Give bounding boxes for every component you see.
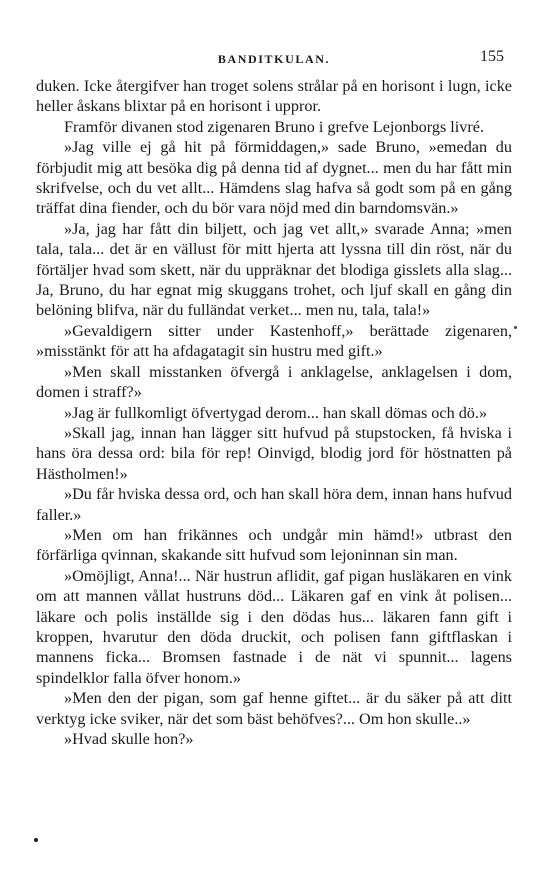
paragraph-1: duken. Icke återgifver han troget solens strålar på en horisont i lugn, icke heller åskans blixtar på en horisont i uppror.	[36, 77, 512, 116]
paragraph-4: »Ja, jag har fått din biljett, och jag vet allt,» svarade Anna; »men tala, tala... det är en vällust för mitt hjerta att lyssna till din röst, när du förtäljer hvad som skett, när du uppräknar det blodiga gisslets alla slag... Ja, Bruno, du har egnat mig skuggans trohet, och ljuf skall en gång din belöning blifva, när du fulländat verket... men nu, tala, tala!»	[36, 219, 512, 320]
print-speck	[34, 838, 38, 842]
paragraph-6: »Men skall misstanken öfvergå i anklagelse, anklagelsen i dom, domen i straff?»	[36, 362, 512, 402]
paragraph-5: »Gevaldigern sitter under Kastenhoff,» berättade zigenaren, »misstänkt för att ha afdagatagit sin hustru med gift.»	[36, 321, 512, 361]
paragraph-10: »Men om han frikännes och undgår min hämd!» utbrast den förfärliga qvinnan, skakande sitt hufvud som lejoninnan sin man.	[36, 525, 512, 565]
paragraph-7: »Jag är fullkomligt öfvertygad derom... han skall dömas och dö.»	[64, 403, 488, 422]
paragraph-12: »Men den der pigan, som gaf henne giftet... är du säker på att ditt verktyg icke sviker, när det som bäst behöfves?... Om hon skulle..»	[36, 689, 512, 728]
paragraph-2: Framför divanen stod zigenaren Bruno i grefve Lejonborgs livré.	[64, 117, 485, 136]
paragraph-8: »Skall jag, innan han lägger sitt hufvud på stupstocken, få hviska i hans öra dessa ord: bila för rep! Oinvigd, blodig jord för höstnatten på Hästholmen!»	[36, 423, 512, 483]
page-header	[36, 48, 512, 70]
print-speck	[514, 326, 517, 329]
paragraph-9: »Du får hviska dessa ord, och han skall höra dem, innan hans hufvud faller.»	[36, 485, 512, 524]
page-number: 155	[480, 48, 504, 65]
paragraph-11: »Omöjligt, Anna!... När hustrun aflidit, gaf pigan husläkaren en vink om att mannen vållat hustruns död... Läkaren gaf en vink åt polisen... läkare och polis inställde sig i den dödas hus... läkaren fann gift i kroppen, hvarutur den döda druckit, och polisen fann giftflaskan i mannens ficka... Bromsen fastnade i de nät vi spunnit... lagens spindelklor falla öfver honom.»	[36, 566, 512, 687]
body-text	[36, 76, 512, 749]
paragraph-3: »Jag ville ej gå hit på förmiddagen,» sade Bruno, »emedan du förbjudit mig att besöka dig på denna tid af dygnet... men du har fått min skrifvelse, och du vet allt... Hämdens slag hafva så godt som på en gång träffat dina fiender, och du bör vara nöjd med din barndomsvän.»	[36, 138, 512, 218]
running-head: BANDITKULAN.	[217, 52, 331, 66]
paragraph-13: »Hvad skulle hon?»	[64, 730, 194, 748]
